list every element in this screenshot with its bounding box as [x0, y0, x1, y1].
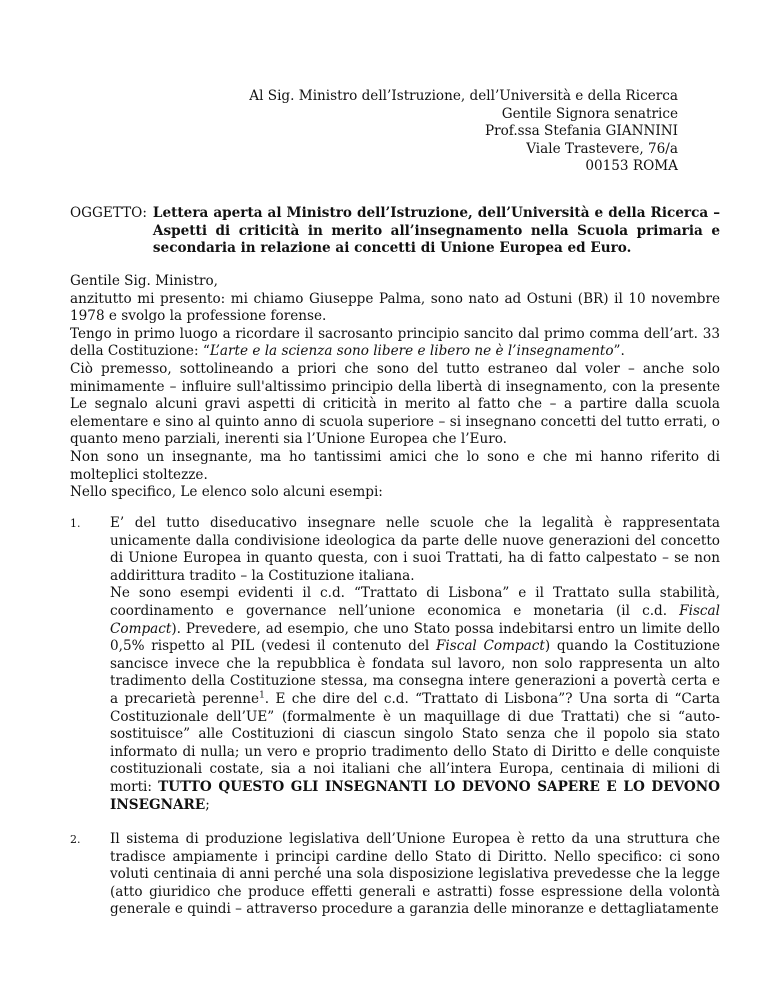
italic-term: Fiscal Compact	[110, 602, 720, 637]
paragraph-text: ”.	[613, 343, 625, 360]
subject-block	[70, 205, 720, 258]
subject-text: Lettera aperta al Ministro dell’Istruzione, dell’Università e della Ricerca – Aspetti di criticità in merito all’insegnamento nella Scuola primaria e secondaria in relazione ai concetti di Unione Europea ed Euro.	[152, 205, 720, 257]
constitution-quote: L’arte e la scienza sono libere e libero ne è l’insegnamento	[209, 343, 614, 360]
recipient-line: Prof.ssa Stefania GIANNINI	[484, 123, 678, 140]
paragraph: Non sono un insegnante, ma ho tantissimi amici che lo sono e che mi hanno riferito di molteplici stoltezze.	[70, 448, 720, 483]
list-item-text: . E che dire del c.d. “Trattato di Lisbona”? Una sorta di “Carta Costituzionale dell’UE” (formalmente è un maquillage di due Trattati) che si “auto-sostituisce” alle Costituzioni di ciascun singolo Stato senza che il popolo sia stato informato di nulla; un vero e proprio tradimento dello Stato di Diritto e delle conquiste costituzionali costate, sia a noi italiani che all’intera Europa, centinaia di milioni di morti:	[110, 690, 720, 795]
list-item-body	[110, 515, 720, 814]
recipient-line: Gentile Signora senatrice	[501, 105, 678, 122]
numbered-list	[70, 515, 720, 936]
list-item-text: ;	[205, 796, 210, 813]
list-item-paragraph	[110, 585, 720, 814]
salutation: Gentile Sig. Ministro,	[70, 273, 218, 289]
list-item-number: 2.	[70, 833, 81, 847]
recipient-address	[249, 88, 678, 176]
italic-term: Fiscal Compact	[435, 638, 545, 655]
recipient-line: Al Sig. Ministro dell’Istruzione, dell’Università e della Ricerca	[249, 88, 678, 104]
list-item-paragraph: Il sistema di produzione legislativa dell’Unione Europea è retto da una struttura che tradisce ampiamente i principi cardine dello Stato di Diritto. Nello specifico: ci sono voluti centinaia di anni perché una sola disposizione legislativa prevedesse che la legge (atto giuridico che produce effetti generali e astratti) fosse espressione della volontà generale e quindi – attraverso procedure a garanzia delle minoranze e dettagliatamente	[110, 831, 720, 918]
paragraph	[70, 326, 720, 361]
paragraph-text: Tengo in primo luogo a ricordare il sacrosanto principio sancito dal primo comma dell’art. 33 della Costituzione: “	[70, 325, 720, 360]
paragraph: Nello specifico, Le elenco solo alcuni esempi:	[70, 484, 383, 501]
footnote-marker[interactable]: 1	[259, 690, 265, 701]
list-item-paragraph: E’ del tutto diseducativo insegnare nelle scuole che la legalità è rappresentata unicamente dalla condivisione ideologica da parte delle nuove generazioni del concetto di Unione Europea in quanto questa, con i suoi Trattati, ha di fatto calpestato – se non addirittura tradito – la Costituzione italiana.	[110, 515, 720, 584]
list-item-text: ). Prevedere, ad esempio, che uno Stato possa indebitarsi entro un limite dello 0,5% rispetto al PIL (vedesi il contenuto del	[110, 620, 720, 655]
recipient-line: 00153 ROMA	[585, 158, 678, 175]
list-item-body	[110, 831, 720, 919]
list-item-number: 1.	[70, 517, 81, 530]
paragraph: anzitutto mi presento: mi chiamo Giuseppe Palma, sono nato ad Ostuni (BR) il 10 novembre 1978 e svolgo la professione forense.	[70, 290, 720, 325]
letter-body	[70, 273, 720, 502]
list-item-text: Ne sono esempi evidenti il c.d. “Trattato di Lisbona” e il Trattato sulla stabilità, coordinamento e governance nell’unione economica e monetaria (il c.d.	[110, 585, 720, 619]
list-item-text: ) quando la Costituzione sancisce invece che la repubblica è fondata sul lavoro, non solo rappresenta un alto tradimento della Costituzione stessa, ma consegna intere generazioni a povertà certa e a precarietà perenne	[110, 638, 720, 707]
list-item	[70, 831, 720, 919]
paragraph: Ciò premesso, sottolineando a priori che sono del tutto estraneo dal voler – anche solo minimamente – influire sull'altissimo principio della libertà di insegnamento, con la presente Le segnalo alcuni gravi aspetti di criticità in merito al fatto che – a partire dalla scuola elementare e sino al quinto anno di scuola superiore – si insegnano concetti del tutto errati, o quanto meno parziali, inerenti sia l’Unione Europea che l’Euro.	[70, 360, 720, 448]
subject-label: OGGETTO:	[70, 205, 147, 221]
recipient-line: Viale Trastevere, 76/a	[526, 140, 678, 157]
bold-emphasis: TUTTO QUESTO GLI INSEGNANTI LO DEVONO SAPERE E LO DEVONO INSEGNARE	[110, 778, 720, 813]
list-item	[70, 515, 720, 814]
